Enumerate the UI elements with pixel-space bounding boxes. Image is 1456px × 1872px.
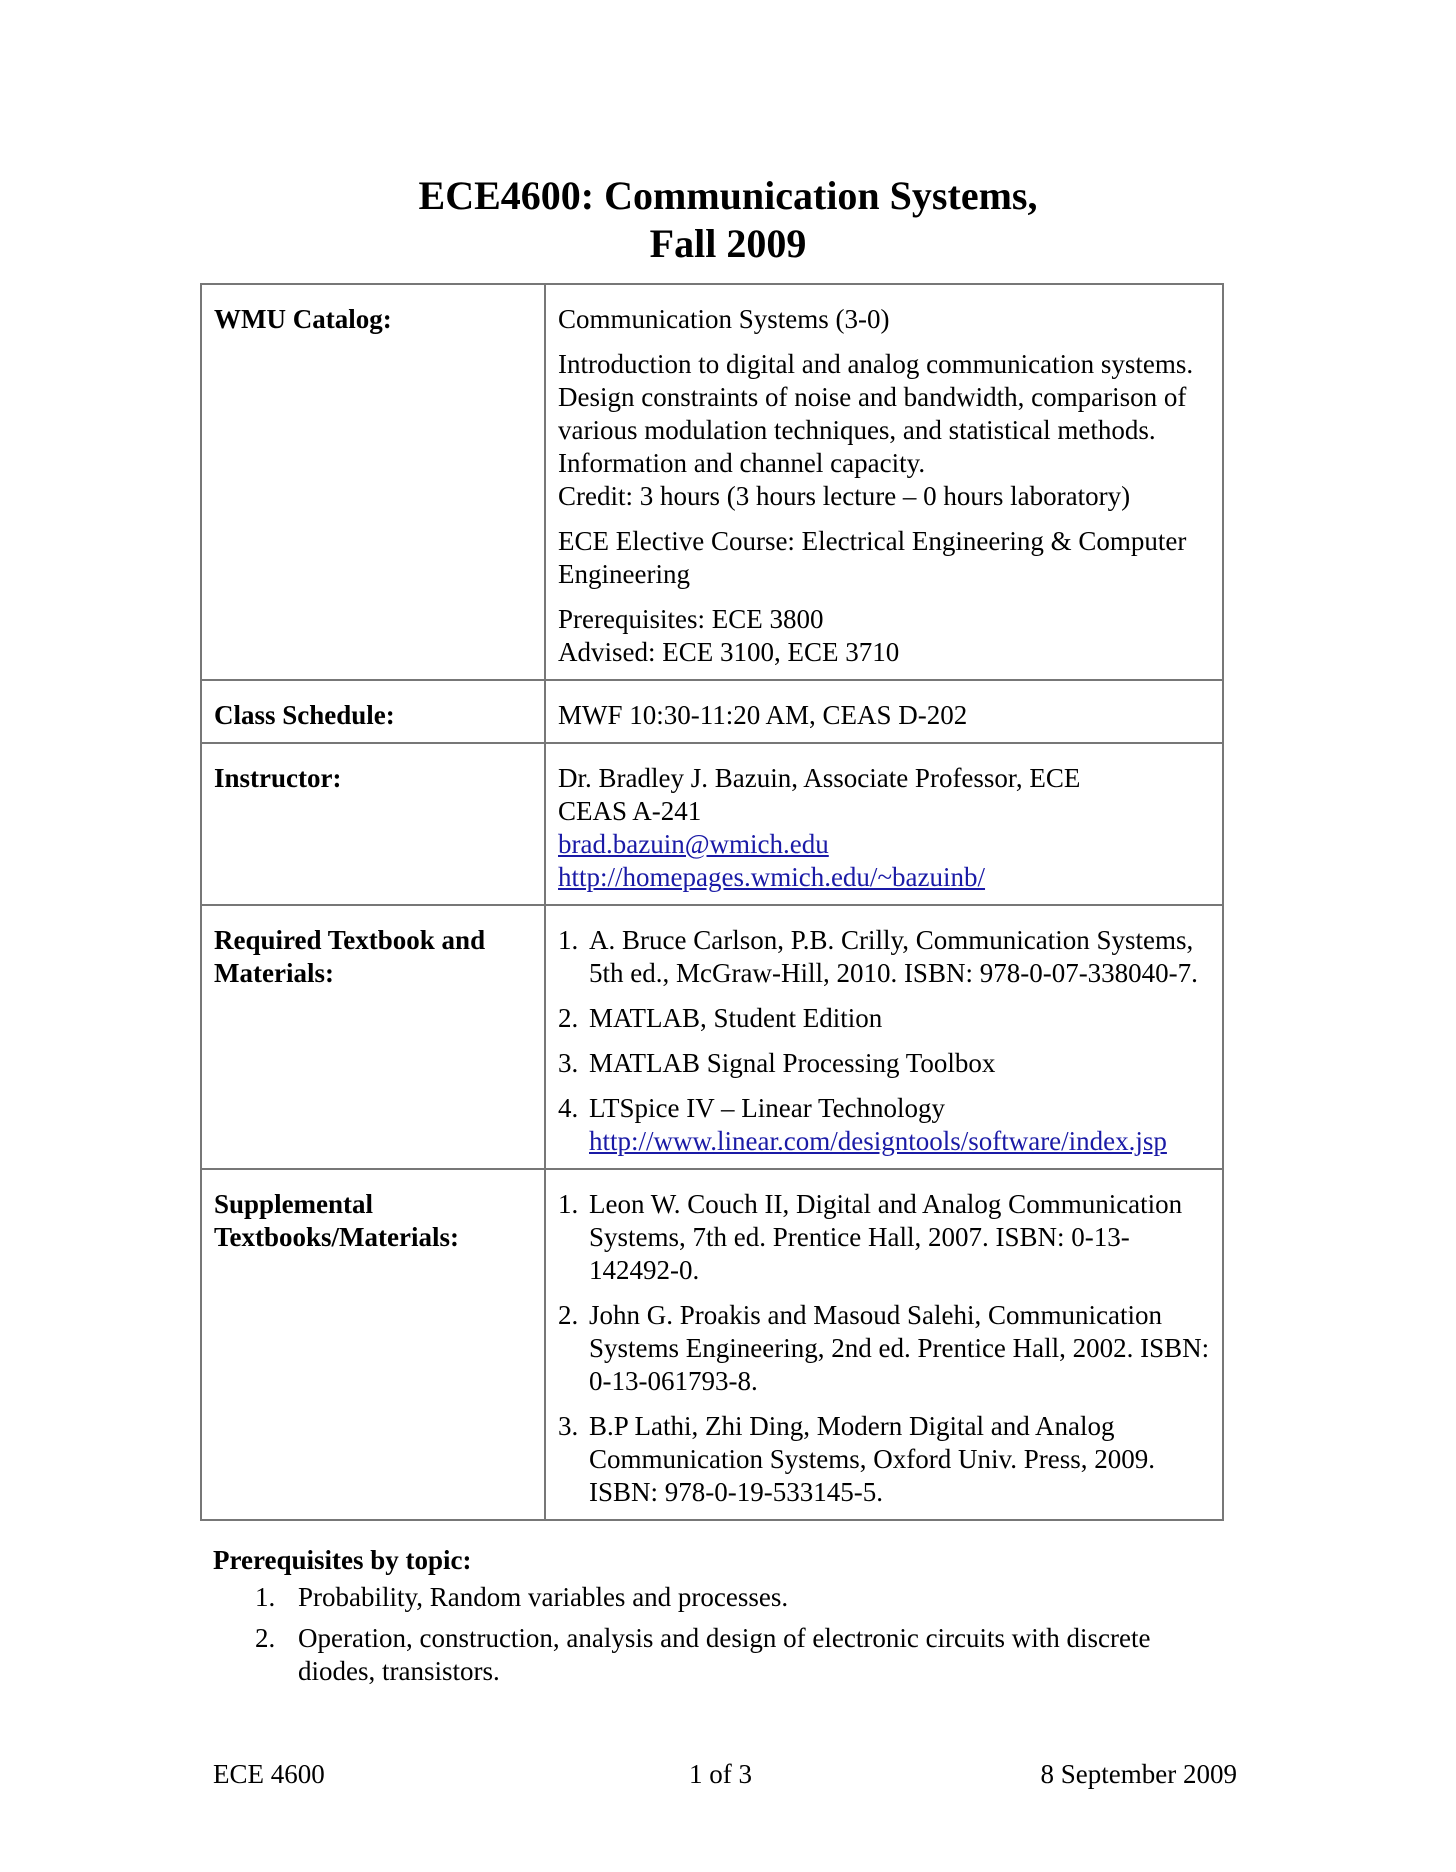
item-text: Probability, Random variables and processes. (298, 1582, 789, 1612)
list-item (213, 1622, 1213, 1688)
list-item (558, 1410, 1210, 1509)
supplemental-details (545, 1169, 1223, 1520)
catalog-description: Introduction to digital and analog communication systems. Design constraints of noise and bandwidth, comparison of various modulation techniques, and statistical methods. Information and channel capacity. (558, 349, 1194, 478)
syllabus-table (200, 283, 1224, 1521)
item-text: A. Bruce Carlson, P.B. Crilly, Communication Systems, 5th ed., McGraw-Hill, 2010. ISBN: 978-0-07-338040-7. (589, 925, 1198, 988)
item-text: MATLAB Signal Processing Toolbox (589, 1048, 996, 1078)
prerequisites-by-topic (213, 1544, 1213, 1696)
document-title (0, 172, 1456, 268)
row-supplemental (201, 1169, 1223, 1520)
catalog-credit: Credit: 3 hours (3 hours lecture – 0 hours laboratory) (558, 481, 1131, 511)
item-text: Leon W. Couch II, Digital and Analog Communication Systems, 7th ed. Prentice Hall, 2007. ISBN: 0-13-142492-0. (589, 1189, 1183, 1285)
schedule-label: Class Schedule: (201, 680, 545, 743)
catalog-course-name: Communication Systems (3-0) (558, 304, 890, 334)
catalog-advised: Advised: ECE 3100, ECE 3710 (558, 637, 900, 667)
catalog-description-block (558, 348, 1210, 513)
item-text: LTSpice IV – Linear Technology (589, 1093, 946, 1123)
list-item (558, 1188, 1210, 1287)
required-details (545, 905, 1223, 1169)
list-item (558, 1047, 1210, 1080)
instructor-label: Instructor: (201, 743, 545, 905)
row-required-textbook (201, 905, 1223, 1169)
list-item (558, 1299, 1210, 1398)
schedule-value: MWF 10:30-11:20 AM, CEAS D-202 (545, 680, 1223, 743)
list-item (213, 1581, 1213, 1614)
item-number: 2. (558, 1003, 579, 1033)
item-number: 4. (558, 1093, 579, 1123)
item-text: John G. Proakis and Masoud Salehi, Communication Systems Engineering, 2nd ed. Prentice Hall, 2002. ISBN: 0-13-061793-8. (589, 1300, 1210, 1396)
catalog-prerequisites: Prerequisites: ECE 3800 (558, 604, 824, 634)
item-number: 3. (558, 1411, 579, 1441)
footer-date: 8 September 2009 (1040, 1759, 1237, 1789)
supplemental-list (558, 1188, 1210, 1509)
instructor-homepage-link[interactable]: http://homepages.wmich.edu/~bazuinb/ (558, 862, 986, 892)
prereq-topics-list (213, 1581, 1213, 1688)
item-number: 1. (558, 925, 579, 955)
footer-page-number: 1 of 3 (689, 1759, 752, 1789)
instructor-details (545, 743, 1223, 905)
prereq-topics-title: Prerequisites by topic: (213, 1545, 472, 1575)
footer-course: ECE 4600 (213, 1759, 325, 1789)
item-number: 1. (255, 1582, 276, 1612)
instructor-office: CEAS A-241 (558, 796, 702, 826)
item-number: 3. (558, 1048, 579, 1078)
list-item (558, 1002, 1210, 1035)
item-text: B.P Lathi, Zhi Ding, Modern Digital and Analog Communication Systems, Oxford Univ. Press, 2009. ISBN: 978-0-19-533145-5. (589, 1411, 1155, 1507)
item-number: 1. (558, 1189, 579, 1219)
catalog-details (545, 284, 1223, 680)
title-line-2: Fall 2009 (649, 221, 807, 266)
catalog-prereq-block (558, 603, 1210, 669)
required-label: Required Textbook and Materials: (201, 905, 545, 1169)
item-number: 2. (558, 1300, 579, 1330)
catalog-elective: ECE Elective Course: Electrical Engineering & Computer Engineering (558, 526, 1187, 589)
list-item (558, 924, 1210, 990)
supplemental-label: Supplemental Textbooks/Materials: (201, 1169, 545, 1520)
instructor-name: Dr. Bradley J. Bazuin, Associate Professor, ECE (558, 763, 1081, 793)
item-number: 2. (255, 1623, 276, 1653)
item-text: Operation, construction, analysis and design of electronic circuits with discrete diodes, transistors. (298, 1623, 1151, 1686)
instructor-email-link[interactable]: brad.bazuin@wmich.edu (558, 829, 829, 859)
title-line-1: ECE4600: Communication Systems, (418, 173, 1038, 218)
ltspice-link[interactable]: http://www.linear.com/designtools/software/index.jsp (589, 1126, 1167, 1156)
row-catalog (201, 284, 1223, 680)
row-instructor (201, 743, 1223, 905)
list-item (558, 1092, 1210, 1158)
required-list (558, 924, 1210, 1158)
catalog-label: WMU Catalog: (201, 284, 545, 680)
row-schedule (201, 680, 1223, 743)
item-text: MATLAB, Student Edition (589, 1003, 883, 1033)
